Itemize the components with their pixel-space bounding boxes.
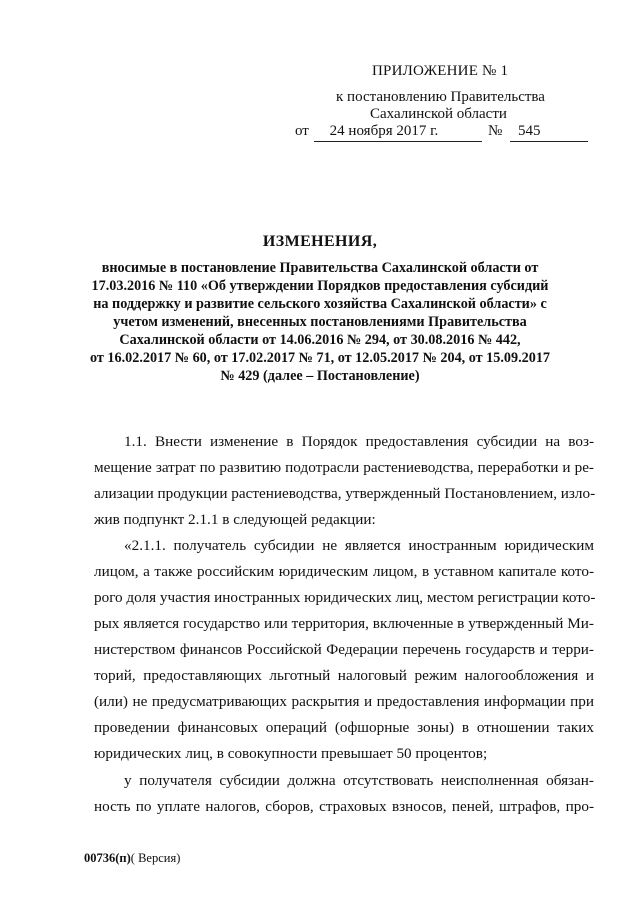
- body-text-line: проведении финансовых операций (офшорные зоны) в отношении таких: [94, 719, 594, 736]
- resolution-date-field: [314, 123, 482, 142]
- appendix-region-line: Сахалинской области: [370, 106, 507, 122]
- resolution-number-field: [510, 123, 588, 142]
- subtitle-line: на поддержку и развитие сельского хозяйства Сахалинской области» с: [93, 296, 547, 312]
- footer-version: ( Версия): [130, 851, 181, 865]
- body-text-line: 1.1. Внести изменение в Порядок предоставления субсидии на воз-: [124, 433, 594, 450]
- body-text-line: нистерством финансов Российской Федерации перечень государств и терри-: [94, 641, 594, 658]
- appendix-resolution-line: к постановлению Правительства: [336, 89, 545, 105]
- body-text-line: у получателя субсидии должна отсутствовать неисполненная обязан-: [124, 772, 594, 789]
- resolution-number: 545: [518, 123, 541, 139]
- appendix-title: ПРИЛОЖЕНИЕ № 1: [372, 63, 509, 79]
- footer-code: 00736(п): [84, 851, 131, 865]
- resolution-date: 24 ноября 2017 г.: [329, 123, 439, 139]
- body-text-line: лицом, а также российским юридическим лицом, в уставном капитале кото-: [94, 563, 594, 580]
- footer-document-code: [84, 851, 180, 866]
- body-text-line: ность по уплате налогов, сборов, страховых взносов, пеней, штрафов, про-: [94, 798, 594, 815]
- subtitle-line: вносимые в постановление Правительства Сахалинской области от: [101, 260, 539, 276]
- body-text-line: мещение затрат по развитию подотрасли растениеводства, переработки и ре-: [94, 459, 594, 476]
- subtitle-line: Сахалинской области от 14.06.2016 № 294, от 30.08.2016 № 442,: [119, 332, 521, 348]
- body-text-line: юридических лиц, в совокупности превышает 50 процентов;: [94, 745, 488, 762]
- body-text-line: рого доля участия иностранных юридических лиц, местом регистрации кото-: [94, 589, 596, 606]
- document-subtitle: [0, 259, 640, 385]
- subtitle-line: от 16.02.2017 № 60, от 17.02.2017 № 71, от 12.05.2017 № 204, от 15.09.2017: [89, 350, 551, 366]
- body-text-line: ализации продукции растениеводства, утвержденный Постановлением, изло-: [94, 485, 596, 502]
- body-text-line: «2.1.1. получатель субсидии не является иностранным юридическим: [124, 537, 594, 554]
- subtitle-line: учетом изменений, внесенных постановлениями Правительства: [113, 314, 527, 330]
- date-from-label: от: [295, 123, 309, 139]
- body-text-line: жив подпункт 2.1.1 в следующей редакции:: [94, 511, 376, 528]
- body-text-line: рых является государство или территория, включенные в утвержденный Ми-: [94, 615, 594, 632]
- subtitle-line: 17.03.2016 № 110 «Об утверждении Порядков предоставления субсидий: [91, 278, 549, 294]
- number-label: №: [488, 123, 503, 139]
- body-text-line: (или) не предусматривающих раскрытия и предоставления информации при: [94, 693, 594, 710]
- body-text-line: торий, предоставляющих льготный налоговый режим налогообложения и: [94, 667, 594, 684]
- document-title: ИЗМЕНЕНИЯ,: [262, 233, 378, 250]
- subtitle-line: № 429 (далее – Постановление): [220, 368, 420, 384]
